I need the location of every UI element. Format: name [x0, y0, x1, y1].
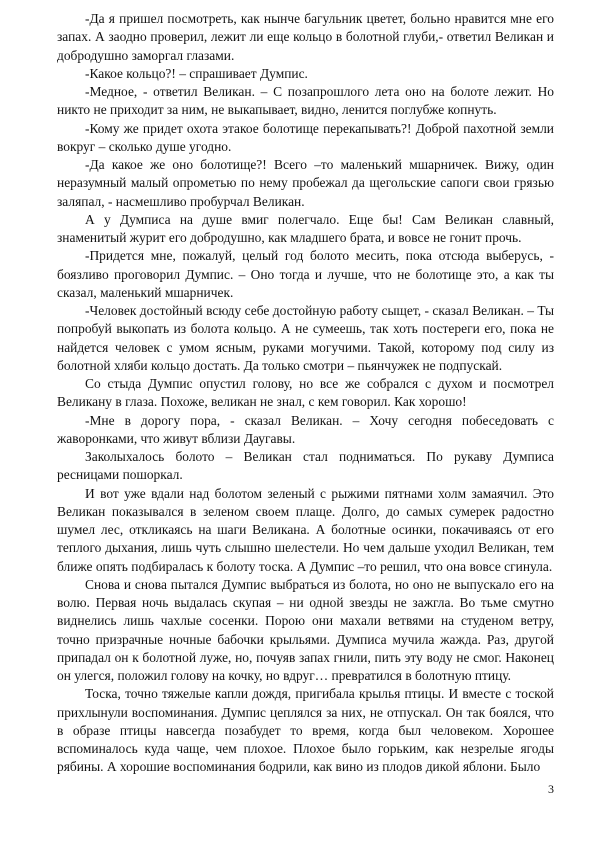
paragraph: -Медное, - ответил Великан. – С позапрошлого лета оно на болоте лежит. Но никто не приходит за ним, не выкапывает, видно, ленится поглубже копнуть.: [57, 84, 554, 118]
paragraph: Тоска, точно тяжелые капли дождя, пригибала крылья птицы. И вместе с тоской прихлынули воспоминания. Думпис цеплялся за них, не отпускал. Он так боялся, что в образе птицы навсегда позабудет то время, когда был человеком. Хорошее вспоминалось куда чаще, чем плохое. Плохое было горьким, как незрелые ягоды рябины. А хорошие воспоминания бодрили, как вино из плодов дикой яблони. Было: [57, 686, 554, 775]
paragraph: -Да я пришел посмотреть, как нынче багульник цветет, больно нравится мне его запах. А заодно проверил, лежит ли еще кольцо в болотной глуби,- ответил Великан и добродушно заморгал глазами.: [57, 11, 554, 63]
paragraph: -Человек достойный всюду себе достойную работу сыщет, - сказал Великан. – Ты попробуй выкопать из болота кольцо. А не сумеешь, так хоть постереги его, пока не найдется человек с умом ясным, руками могучими. Такой, которому под силу из болотной хляби кольцо достать. Да только смотри – пьянчужек не подпускай.: [57, 303, 554, 373]
paragraph: И вот уже вдали над болотом зеленый с рыжими пятнами холм замаячил. Это Великан показывался в зеленом своем плаще. Долго, до самых сумерек радостно шумел лес, откликаясь на шаги Великана. А болотные осинки, покачиваясь от его теплого дыхания, лишь чуть слышно шелестели. Но чем дальше уходил Великан, тем ближе опять подбиралась к болоту тоска. А Думпис –то решил, что она вовсе сгинула.: [57, 485, 554, 574]
paragraph: Снова и снова пытался Думпис выбраться из болота, но оно не выпускало его на волю. Первая ночь выдалась скупая – ни одной звезды не зажгла. Во тьме смутно виднелись лишь чахлые сосенки. Порою они махали ветвями на студеном ветру, точно призрачные ночные бабочки крыльями. Думписа мучила жажда. Раз, другой припадал он к болотной луже, но, почуяв запах гнили, пить эту воду не смог. Наконец он улегся, положил голову на кочку, но вдруг… превратился в болотную птицу.: [57, 576, 554, 683]
story-text: [57, 10, 554, 777]
paragraph: -Придется мне, пожалуй, целый год болото месить, пока отсюда выберусь, - боязливо проговорил Думпис. – Оно тогда и лучше, что не болотище это, а как ты сказал, маленький мшарничек.: [57, 248, 554, 300]
paragraph: -Мне в дорогу пора, - сказал Великан. – Хочу сегодня побеседовать с жаворонками, что живут вблизи Даугавы.: [57, 412, 554, 446]
page-number: 3: [548, 782, 554, 796]
paragraph: -Кому же придет охота этакое болотище перекапывать?! Доброй пахотной земли вокруг – сколько душе угодно.: [57, 120, 554, 154]
paragraph: А у Думписа на душе вмиг полегчало. Еще бы! Сам Великан славный, знаменитый журит его добродушно, как младшего брата, и вовсе не гонит прочь.: [57, 211, 554, 245]
paragraph: -Да какое же оно болотище?! Всего –то маленький мшарничек. Вижу, один неразумный малый опрометью по нему пробежал да щегольские сапоги свои грязью заляпал, - насмешливо пробурчал Великан.: [57, 157, 554, 209]
paragraph: -Какое кольцо?! – спрашивает Думпис.: [85, 65, 308, 81]
paragraph: Со стыда Думпис опустил голову, но все же собрался с духом и посмотрел Великану в глаза. Похоже, великан не знал, с кем говорил. Как хорошо!: [57, 376, 554, 410]
paragraph: Заколыхалось болото – Великан стал подниматься. По рукаву Думписа ресницами пошоркал.: [57, 449, 554, 483]
